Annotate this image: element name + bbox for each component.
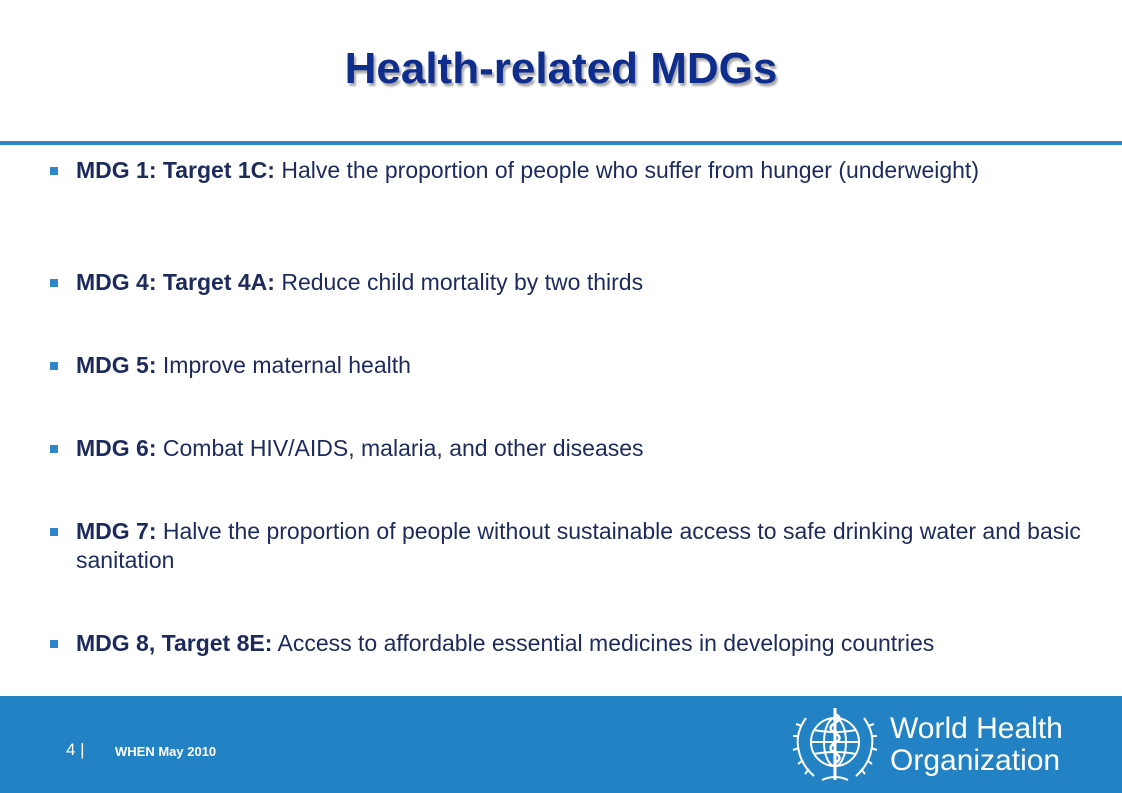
bullet-text: Reduce child mortality by two thirds — [274, 269, 644, 295]
bullet-text: Access to affordable essential medicines in developing countries — [272, 630, 935, 656]
square-bullet-icon — [50, 528, 58, 536]
footer-bar — [0, 696, 1122, 793]
bullet-text: Halve the proportion of people who suffer from hunger (underweight) — [274, 157, 979, 183]
bullet-item — [50, 629, 1090, 658]
slide-title: Health-related MDGs — [344, 44, 778, 93]
square-bullet-icon — [50, 362, 58, 370]
bullet-item — [50, 351, 1090, 380]
square-bullet-icon — [50, 640, 58, 648]
square-bullet-icon — [50, 167, 58, 175]
page-number: 4 | — [66, 740, 85, 759]
logo-text-world-health: World Health — [890, 712, 1063, 745]
bullet-label: MDG 6: — [76, 435, 157, 461]
bullet-item — [50, 434, 1090, 463]
bullet-text: Halve the proportion of people without sustainable access to safe drinking water and basic sanitation — [76, 518, 1081, 573]
square-bullet-icon — [50, 279, 58, 287]
title-divider — [0, 141, 1122, 145]
bullet-label: MDG 7: — [76, 518, 157, 544]
bullet-item — [50, 268, 1090, 297]
bullet-text: Combat HIV/AIDS, malaria, and other diseases — [156, 435, 644, 461]
who-emblem-icon — [790, 702, 880, 786]
logo-text-organization: Organization — [890, 744, 1061, 777]
who-logo — [790, 702, 1090, 786]
bullet-label: MDG 8, Target 8E: — [76, 630, 273, 656]
bullet-item — [50, 156, 1090, 185]
bullet-text: Improve maternal health — [156, 352, 411, 378]
bullet-label: MDG 5: — [76, 352, 157, 378]
bullet-label: MDG 4: Target 4A: — [76, 269, 275, 295]
square-bullet-icon — [50, 445, 58, 453]
footer-date: WHEN May 2010 — [115, 744, 217, 759]
bullet-label: MDG 1: Target 1C: — [76, 157, 275, 183]
bullet-item — [50, 517, 1090, 575]
